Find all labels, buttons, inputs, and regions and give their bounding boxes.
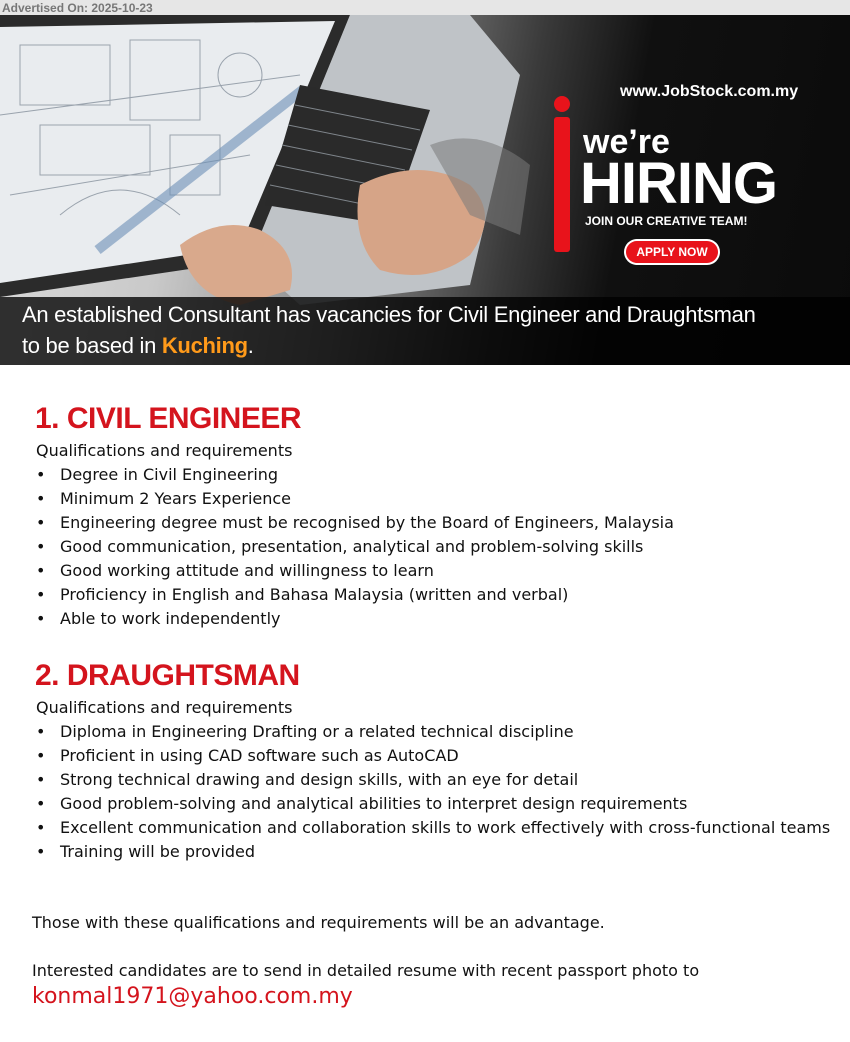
- list-item: • Training will be provided: [36, 840, 830, 864]
- were-text: we’re: [583, 123, 670, 161]
- list-item: • Diploma in Engineering Drafting or a related technical discipline: [36, 720, 830, 744]
- application-instruction: Interested candidates are to send in detailed resume with recent passport photo to: [32, 961, 700, 980]
- join-team-text: JOIN OUR CREATIVE TEAM!: [585, 214, 748, 228]
- list-item: • Excellent communication and collaboration skills to work effectively with cross-functional teams: [36, 816, 830, 840]
- advertised-date-bar: [0, 0, 850, 15]
- caption-line-1: An established Consultant has vacancies for Civil Engineer and Draughtsman: [22, 302, 756, 327]
- hiring-text: HIRING: [580, 151, 777, 216]
- section-title-draughtsman: 2. DRAUGHTSMAN: [35, 659, 300, 692]
- caption-location: Kuching: [161, 333, 248, 358]
- section-subtitle: Qualifications and requirements: [36, 698, 293, 717]
- caption-line-2: [22, 333, 254, 359]
- caption-prefix: to be based in: [22, 333, 162, 358]
- hiring-banner: [0, 15, 850, 365]
- civil-engineer-requirements: [36, 463, 674, 631]
- list-item: • Proficient in using CAD software such as AutoCAD: [36, 744, 830, 768]
- list-item: • Engineering degree must be recognised by the Board of Engineers, Malaysia: [36, 511, 674, 535]
- contact-email[interactable]: konmal1971@yahoo.com.my: [32, 984, 353, 1009]
- caption-suffix: .: [247, 333, 254, 358]
- apply-now-button[interactable]: APPLY NOW: [626, 241, 718, 263]
- list-item: • Good communication, presentation, analytical and problem-solving skills: [36, 535, 674, 559]
- list-item: • Able to work independently: [36, 607, 674, 631]
- website-url: www.JobStock.com.my: [620, 83, 799, 100]
- list-item: • Proficiency in English and Bahasa Malaysia (written and verbal): [36, 583, 674, 607]
- list-item: • Minimum 2 Years Experience: [36, 487, 674, 511]
- section-subtitle: Qualifications and requirements: [36, 441, 293, 460]
- draughtsman-requirements: [36, 720, 830, 864]
- list-item: • Strong technical drawing and design skills, with an eye for detail: [36, 768, 830, 792]
- list-item: • Good working attitude and willingness to learn: [36, 559, 674, 583]
- advantage-note: Those with these qualifications and requirements will be an advantage.: [32, 913, 605, 932]
- section-title-civil-engineer: 1. CIVIL ENGINEER: [35, 402, 302, 435]
- advertised-date: Advertised On: 2025-10-23: [2, 1, 153, 15]
- banner-caption: [0, 297, 850, 365]
- list-item: • Good problem-solving and analytical abilities to interpret design requirements: [36, 792, 830, 816]
- list-item: • Degree in Civil Engineering: [36, 463, 674, 487]
